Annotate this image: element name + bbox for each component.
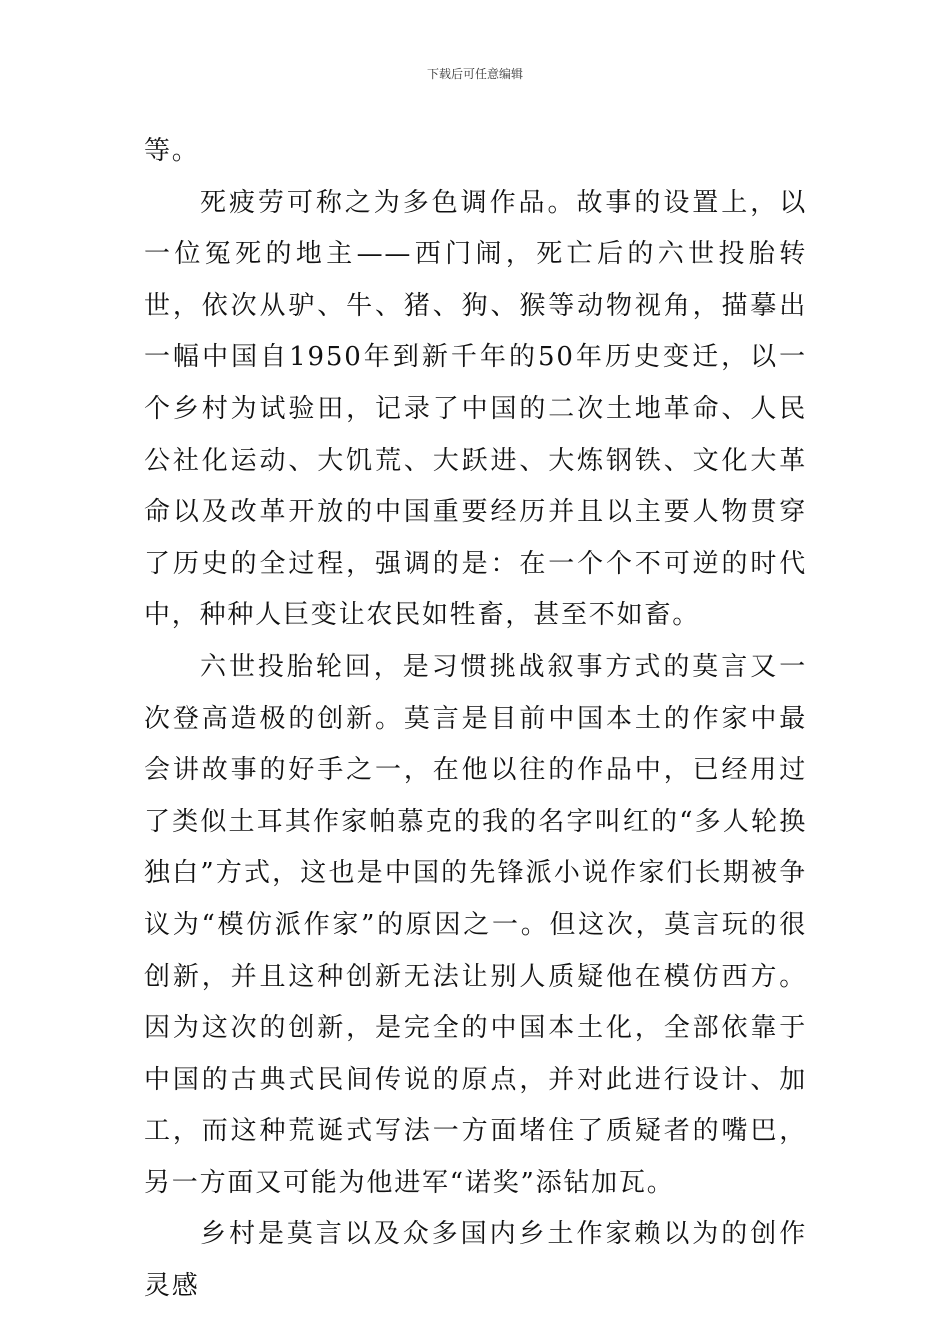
paragraph-1: 等。 [144, 136, 200, 166]
paragraph-2: 死疲劳可称之为多色调作品。故事的设置上，以一位冤死的地主——西门闹，死亡后的六世投胎转世，依次从驴、牛、猪、狗、猴等动物视角，描摹出一幅中国自1950年到新千年的50年历史变迁，以一个乡村为试验田，记录了中国的二次土地革命、人民公社化运动、大饥荒、大跃进、大炼钢铁、文化大革命以及改革开放的中国重要经历并且以主要人物贯穿了历史的全过程，强调的是：在一个个不可逆的时代中，种种人巨变让农民如牲畜，甚至不如畜。 [144, 187, 807, 631]
page-header: 下载后可任意编辑 [426, 67, 523, 81]
document-body [144, 126, 807, 1313]
paragraph-3: 六世投胎轮回，是习惯挑战叙事方式的莫言又一次登高造极的创新。莫言是目前中国本土的作家中最会讲故事的好手之一，在他以往的作品中，已经用过了类似土耳其作家帕慕克的我的名字叫红的“多人轮换独白”方式，这也是中国的先锋派小说作家们长期被争议为“模仿派作家”的原因之一。但这次，莫言玩的很创新，并且这种创新无法让别人质疑他在模仿西方。因为这次的创新，是完全的中国本土化，全部依靠于中国的古典式民间传说的原点，并对此进行设计、加工，而这种荒诞式写法一方面堵住了质疑者的嘴巴，另一方面又可能为他进军“诺奖”添钻加瓦。 [144, 651, 807, 1198]
paragraph-4: 乡村是莫言以及众多国内乡土作家赖以为的创作灵感 [144, 1219, 807, 1302]
